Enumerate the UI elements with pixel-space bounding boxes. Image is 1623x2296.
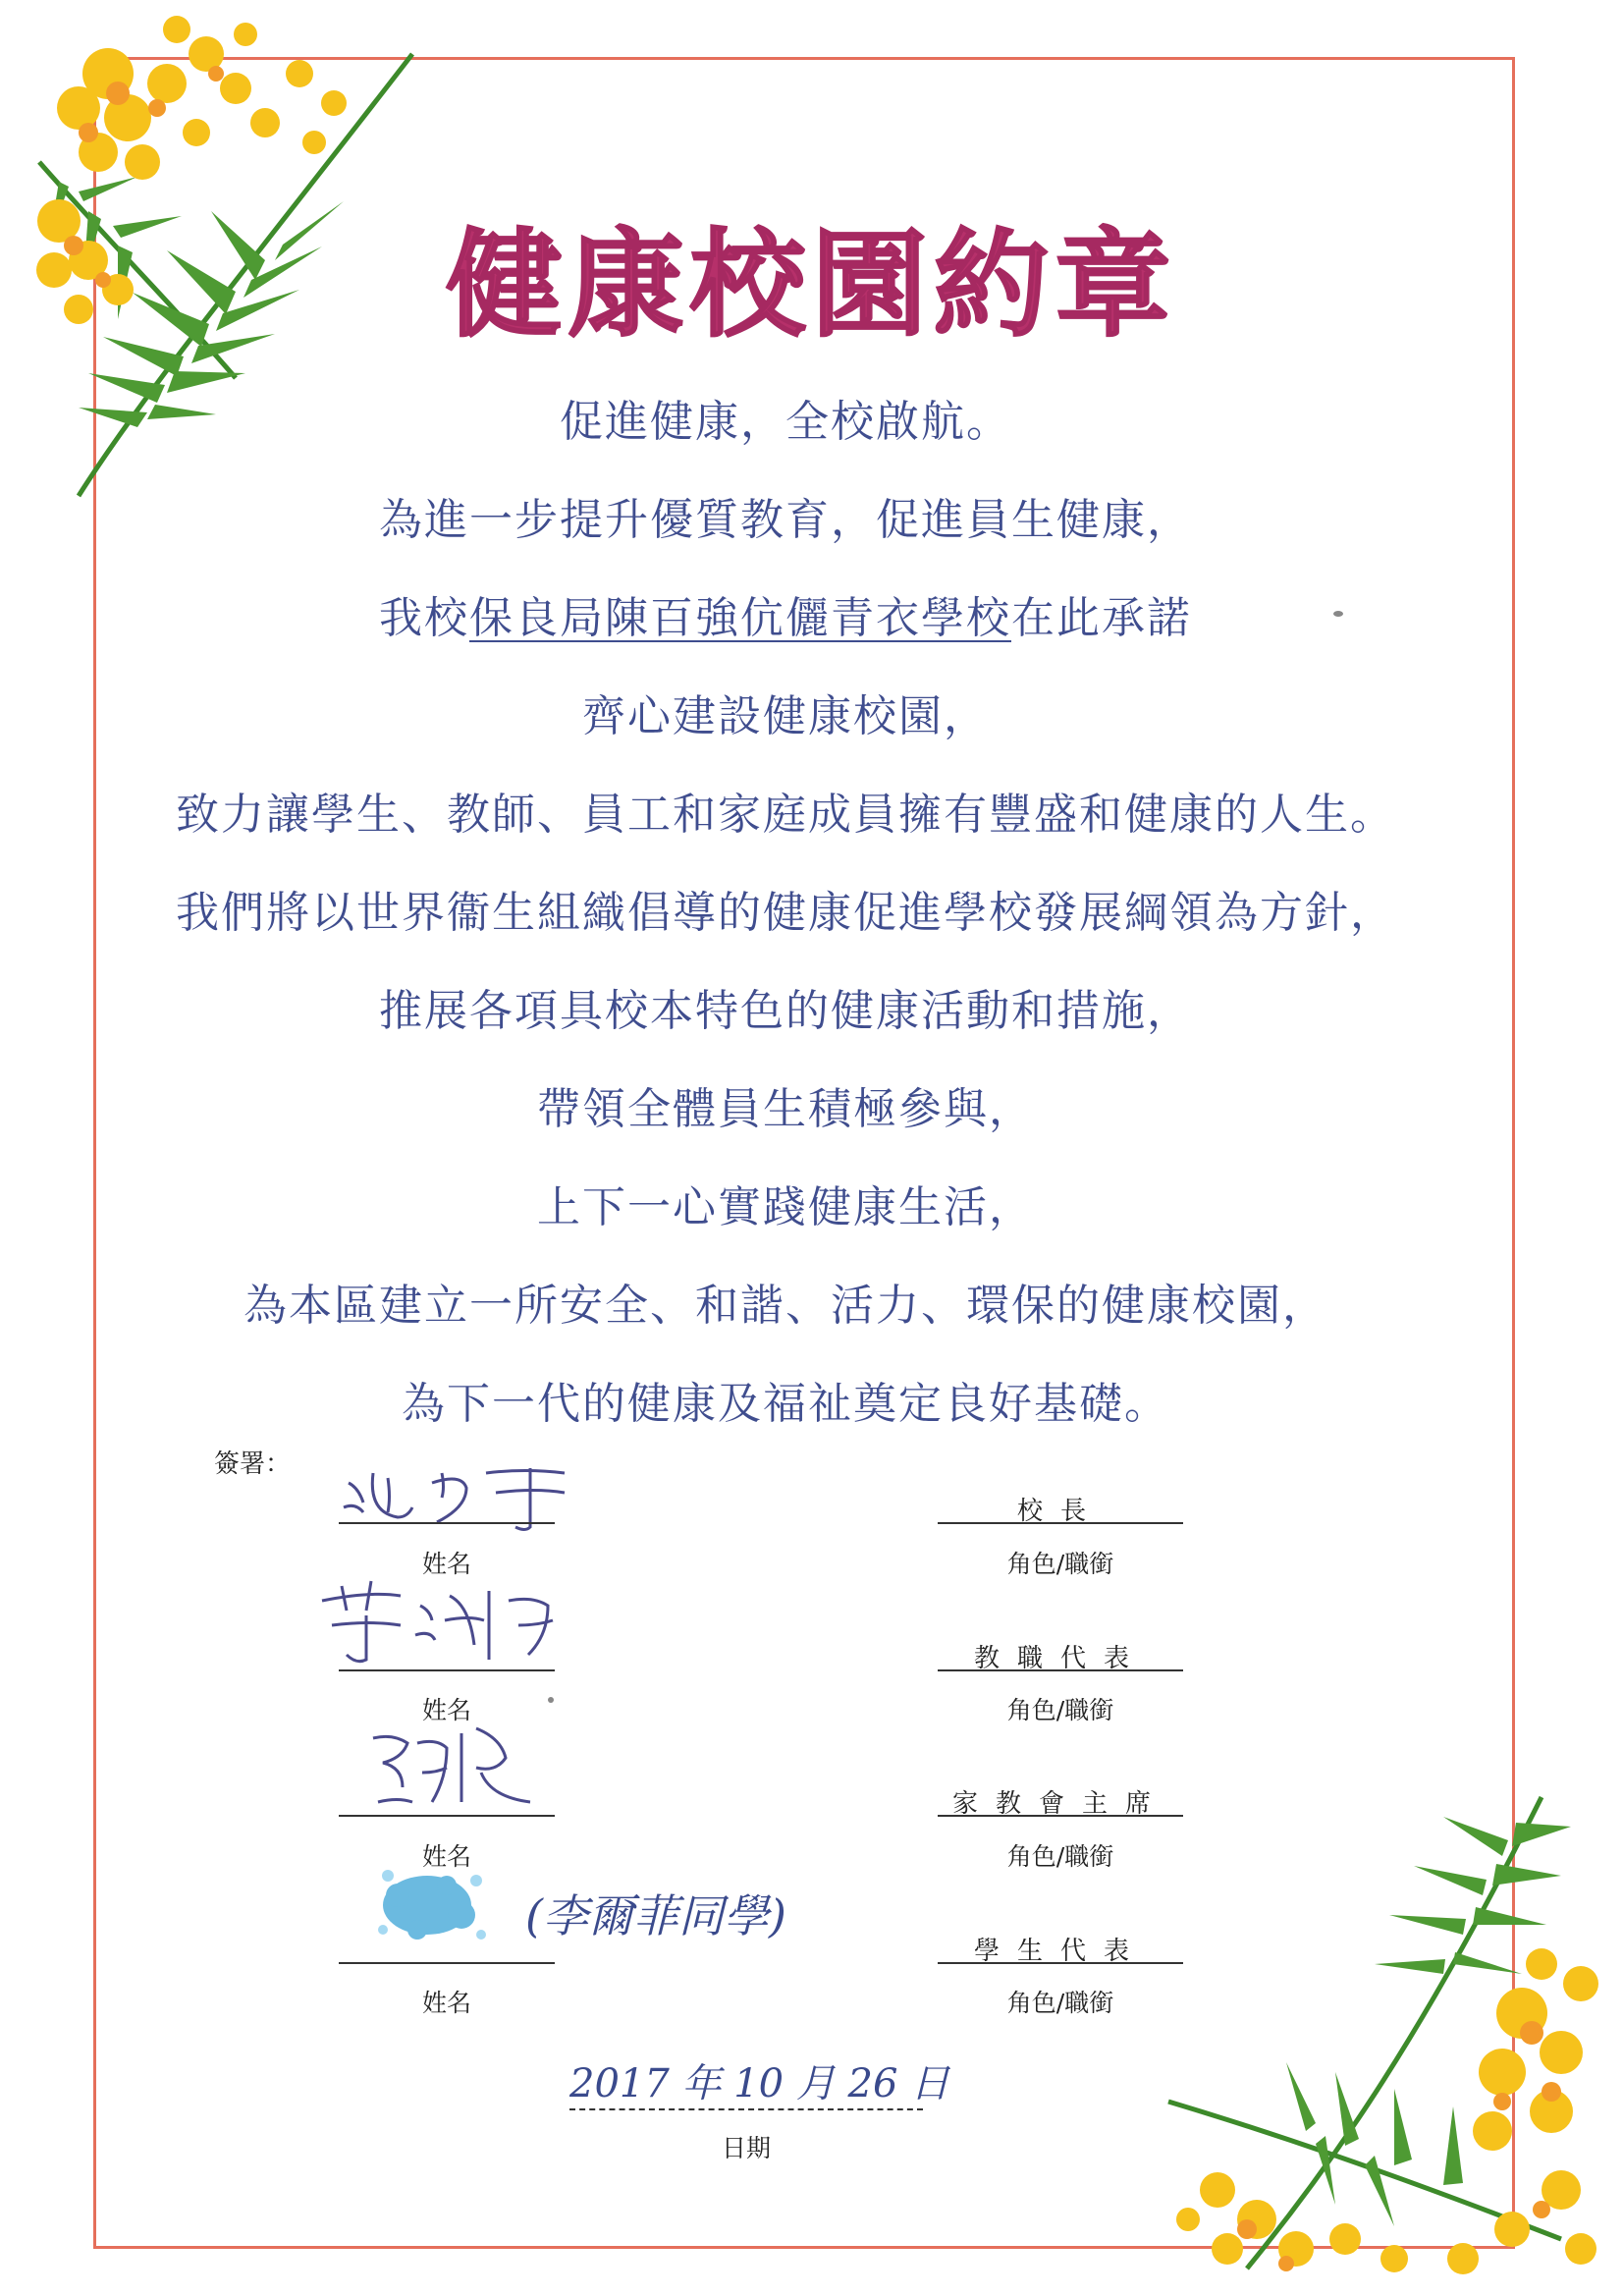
date-handwritten: 2017 年 10 月 26 日 — [569, 2061, 950, 2106]
charter-body — [118, 373, 1453, 1453]
charter-text: 在此承諾 — [1011, 593, 1192, 643]
handwritten-signature — [363, 1714, 540, 1822]
charter-line: 齊心建設健康校園， — [582, 691, 989, 741]
school-name: 保良局陳百強伉儷青衣學校 — [469, 593, 1011, 643]
name-line — [339, 1669, 555, 1671]
charter-line: 致力讓學生、教師、員工和家庭成員擁有豐盛和健康的人生。 — [176, 790, 1395, 840]
role-value: 家教會主席 — [951, 1789, 1168, 1819]
charter-line: 我們將以世界衞生組織倡導的健康促進學校發展綱領為方針， — [176, 888, 1395, 938]
mimosa-flower-bottom-right — [1149, 1777, 1620, 2288]
name-line — [339, 1962, 555, 1964]
role-value: 學生代表 — [973, 1937, 1147, 1966]
role-caption: 角色/職銜 — [1006, 1842, 1114, 1871]
role-caption: 角色/職銜 — [1006, 1989, 1114, 2017]
charter-line: 推展各項具校本特色的健康活動和措施， — [379, 986, 1192, 1036]
name-line — [339, 1815, 555, 1817]
date-line — [569, 2108, 923, 2110]
charter-line: 促進健康，全校啟航。 — [560, 397, 1011, 447]
name-caption: 姓名 — [421, 1696, 471, 1724]
role-value: 教職代表 — [973, 1644, 1147, 1673]
charter-line: 帶領全體員生積極參與， — [537, 1084, 1034, 1134]
charter-line-school — [118, 570, 1453, 668]
role-caption: 角色/職銜 — [1006, 1550, 1114, 1578]
handwritten-signature — [339, 1453, 584, 1532]
charter-line: 為本區建立一所安全、和諧、活力、環保的健康校園， — [243, 1281, 1327, 1331]
charter-line: 為下一代的健康及福祉奠定良好基礎。 — [402, 1379, 1169, 1429]
charter-text: 我校 — [379, 593, 469, 643]
blurred-signature — [368, 1861, 496, 1949]
handwritten-signature — [312, 1571, 587, 1669]
name-caption: 姓名 — [421, 1842, 471, 1871]
document-title: 健康校園約章 — [446, 217, 1177, 353]
signature-label: 簽署： — [214, 1449, 292, 1479]
charter-line: 上下一心實踐健康生活， — [537, 1182, 1034, 1232]
student-name-handwritten: (李爾菲同學) — [525, 1889, 786, 1942]
role-value: 校長 — [1016, 1497, 1104, 1526]
name-caption: 姓名 — [421, 1550, 471, 1578]
scan-speck — [548, 1697, 554, 1703]
scan-speck — [1333, 611, 1343, 617]
role-caption: 角色/職銜 — [1006, 1696, 1114, 1724]
date-caption: 日期 — [721, 2134, 771, 2162]
charter-line: 為進一步提升優質教育，促進員生健康， — [379, 495, 1192, 545]
name-caption: 姓名 — [421, 1989, 471, 2017]
name-line — [339, 1522, 555, 1524]
